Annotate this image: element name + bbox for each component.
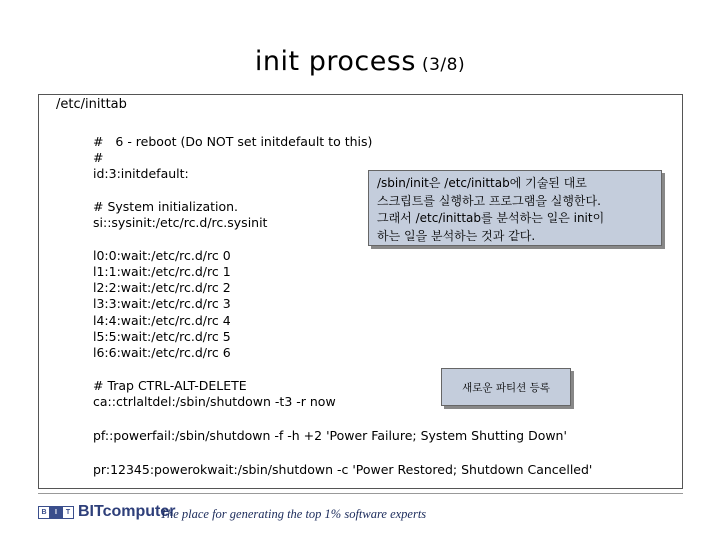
note-box	[368, 170, 662, 246]
code-line: pf::powerfail:/sbin/shutdown -f -h +2 'Power Failure; System Shutting Down'	[93, 428, 567, 443]
code-line: l3:3:wait:/etc/rc.d/rc 3	[93, 296, 231, 311]
company-logo	[38, 503, 175, 521]
slide-title-suffix: (3/8)	[421, 55, 466, 75]
partition-badge	[441, 368, 571, 406]
badge-text: 새로운 파티션 등록	[462, 381, 550, 394]
file-path-label: /etc/inittab	[56, 97, 127, 112]
slide-title	[0, 46, 720, 77]
note-line: /sbin/init은 /etc/inittab에 기술된 대로	[377, 176, 587, 190]
code-line: l5:5:wait:/etc/rc.d/rc 5	[93, 329, 231, 344]
code-line: l0:0:wait:/etc/rc.d/rc 0	[93, 248, 231, 263]
note-line: 스크립트를 실행하고 프로그램을 실행한다.	[377, 193, 601, 208]
code-line: si::sysinit:/etc/rc.d/rc.sysinit	[93, 215, 268, 230]
code-line: l4:4:wait:/etc/rc.d/rc 4	[93, 313, 231, 328]
code-line: l6:6:wait:/etc/rc.d/rc 6	[93, 345, 231, 360]
code-line: # System initialization.	[93, 199, 239, 214]
brand-name: BITcomputer	[78, 503, 176, 520]
note-line: 하는 일을 분석하는 것과 같다.	[377, 228, 536, 243]
footer-tagline: The place for generating the top 1% software experts	[160, 507, 427, 521]
logo-square-i: I	[50, 506, 62, 519]
code-line: pr:12345:powerokwait:/sbin/shutdown -c 'Power Restored; Shutdown Cancelled'	[93, 462, 593, 477]
code-line: l2:2:wait:/etc/rc.d/rc 2	[93, 280, 231, 295]
code-line: # 6 - reboot (Do NOT set initdefault to this)	[93, 134, 373, 149]
code-line: ca::ctrlaltdel:/sbin/shutdown -t3 -r now	[93, 394, 336, 409]
note-line: 그래서 /etc/inittab를 분석하는 일은 init이	[377, 211, 605, 225]
slide-title-text: init process	[254, 46, 416, 77]
logo-square-t: T	[62, 506, 74, 519]
code-line: # Trap CTRL-ALT-DELETE	[93, 378, 247, 393]
footer-divider	[38, 493, 683, 494]
code-line: #	[93, 150, 104, 165]
code-line: l1:1:wait:/etc/rc.d/rc 1	[93, 264, 231, 279]
code-line: id:3:initdefault:	[93, 166, 189, 181]
logo-square-b: B	[38, 506, 50, 519]
